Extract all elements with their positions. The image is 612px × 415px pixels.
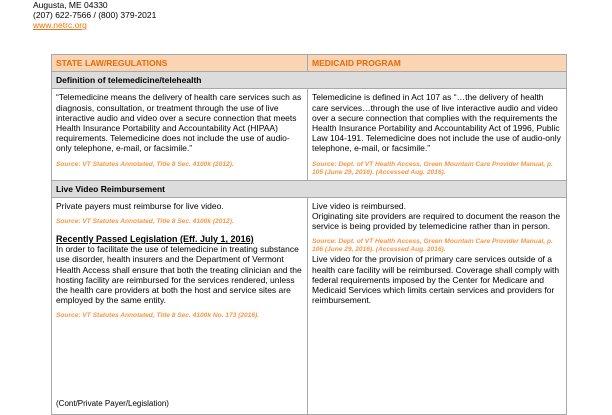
legislation-text: In order to facilitate the use of telemedicine in treating substance use disorder, health insurers and the Department of Vermont Health Access shall ensure that both the treating clinician and the hosting facility are reimbursed for the services rendered, unless the health care providers at both the host and service sites are employed by the same entity. [56,244,302,306]
legislation-source-citation: Source: VT Statutes Annotated, Title 8 Sec. 4100k No. 173 (2016). [56,312,260,320]
telehealth-policy-table [51,54,567,415]
table-header-row [52,55,567,72]
table-row [52,197,567,414]
section-title: Live Video Reimbursement [52,180,567,197]
phone-line: (207) 622-7566 / (800) 379-2021 [33,10,157,20]
law-source-citation: Source: VT Statutes Annotated, Title 8 Sec. 4100k (2012). [56,218,234,226]
contact-address-block [33,0,156,30]
medicaid-primary-care-text: Live video for the provision of primary care services outside of a health care facility will be reimbursed. Coverage shall comply with federal requirements imposed by the Center for Medicare and Medicaid Services which limits certain services and providers for reimbursement. [312,254,560,306]
section-title: Definition of telemedicine/telehealth [52,72,567,89]
address-line: Augusta, ME 04330 [33,0,108,10]
continuation-note: (Cont/Private Payer/Legislation) [56,399,169,408]
medicaid-reimbursement-text: Live video is reimbursed. [312,200,407,211]
law-cell [52,197,308,414]
state-law-column-header: STATE LAW/REGULATIONS [52,55,308,72]
law-reimbursement-text: Private payers must reimburse for live video. [56,200,224,211]
section-row-definition [52,72,567,89]
medicaid-source-citation: Source: Dept. of VT Health Access, Green Mountain Care Provider Manual, p. 105 (June 29, 2016). (Accessed Aug. 2016). [312,160,553,176]
medicaid-column-header: MEDICAID PROGRAM [308,55,567,72]
legislation-heading: Recently Passed Legislation (Eff. July 1, 2016) [56,234,254,245]
website-link[interactable]: www.netrc.org [33,20,87,30]
law-source-citation: Source: VT Statutes Annotated, Title 8 Sec. 4100k (2012). [56,160,234,168]
medicaid-definition-text: Telemedicine is defined in Act 107 as “…the delivery of health care services…through the use of live interactive audio and video over a secure connection that complies with the requirements the Health Insurance Portability and Accountability Act of 1996, Public Law 104-191. Telemedicine does not include the use of audio-only telephone, e-mail, or facsimile.” [312,92,561,154]
section-row-live-video [52,180,567,197]
medicaid-cell [308,89,567,180]
law-cell [52,89,308,180]
medicaid-cell [308,197,567,414]
medicaid-source-citation: Source: Dept. of VT Health Access, Green Mountain Care Provider Manual, p. 106 (June 29, 2016). (Accessed Aug. 2016). [312,238,553,254]
table-row [52,89,567,180]
medicaid-documentation-text: Originating site providers are required to document the reason the service is being provided by telemedicine rather than in person. [312,211,561,232]
law-definition-text: “Telemedicine means the delivery of health care services such as diagnosis, consultation, or treatment through the use of live interactive audio and video over a secure connection that meets Health Insurance Portability and Accountability Act (HIPAA) requirements. Telemedicine does not include the use of audio-only telephone, e-mail, or facsimile.” [56,92,302,154]
